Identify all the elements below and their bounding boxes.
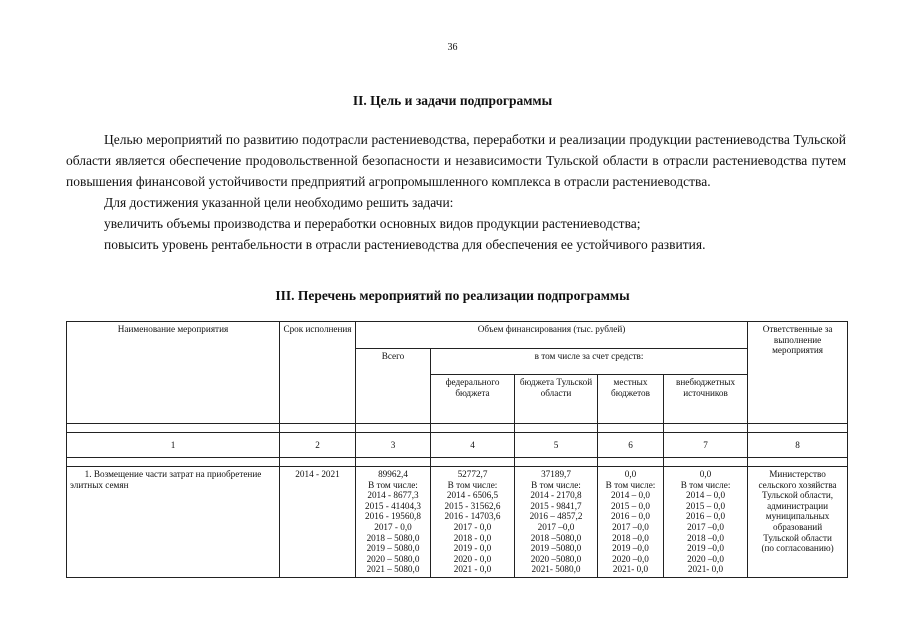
column-number-row [67,433,848,458]
cell-line: 2015 – 0,0 [686,500,726,511]
measure-regional [515,467,598,578]
cell-line: 2020 –5080,0 [530,553,582,564]
cell-line: 2021- 5080,0 [531,564,581,575]
cell-line: 2019 – 5080,0 [366,543,420,554]
measure-total [356,467,431,578]
cell-line: 2019 –5080,0 [530,543,582,554]
column-number: 3 [356,433,431,458]
header-including: в том числе за счет средств: [431,349,748,375]
cell-line: 2017 - 0,0 [453,521,492,532]
header-regional: бюджета Тульской области [515,375,598,424]
measure-name: 1. Возмещение части затрат на приобретение элитных семян [67,467,280,578]
cell-line: (по согласованию) [761,543,834,554]
cell-line: 2020 –0,0 [687,553,724,564]
cell-line: 89962,4 [378,469,408,479]
cell-line: 2017 - 0,0 [374,521,412,532]
cell-line: Министерство [769,469,826,479]
measure-federal [431,467,515,578]
cell-line: В том числе: [605,479,656,490]
cell-line: 2020 – 5080,0 [366,553,420,564]
cell-line: 2018 - 0,0 [453,532,492,543]
cell-line: 2019 –0,0 [612,543,649,554]
column-number: 6 [598,433,664,458]
cell-line: 2015 – 0,0 [610,500,651,511]
cell-line: 2014 – 0,0 [686,490,726,501]
cell-line: 2017 –0,0 [537,521,575,532]
cell-line: 2017 –0,0 [687,521,724,532]
cell-line: 2015 - 31562,6 [444,500,501,511]
cell-line: 2018 –5080,0 [530,532,582,543]
header-federal: федерального бюджета [431,375,515,424]
cell-line: Тульской области [763,532,832,543]
column-number: 4 [431,433,515,458]
cell-line: 2019 - 0,0 [453,543,492,554]
cell-line: В том числе: [531,479,581,490]
cell-line: 2016 - 14703,6 [444,511,501,522]
task-1: увеличить объемы производства и переработки основных видов продукции растениеводства; [104,216,641,231]
cell-line: 2021- 0,0 [612,564,649,575]
cell-line: Тульской области, [762,490,834,501]
cell-line: 2016 – 4857,2 [529,511,583,522]
cell-line: 2021- 0,0 [687,564,724,575]
cell-line: 2019 –0,0 [687,543,724,554]
cell-line: 2014 - 6506,5 [446,490,499,501]
cell-line: 2016 - 19560,8 [365,511,421,522]
column-number: 1 [67,433,280,458]
cell-line: 2018 – 5080,0 [366,532,420,543]
cell-line: 2021 - 0,0 [453,564,492,575]
cell-line: 2017 –0,0 [612,521,649,532]
measure-responsible [748,467,848,578]
cell-line: 2018 –0,0 [687,532,724,543]
header-name: Наименование мероприятия [67,322,280,424]
section-2-body [66,129,846,255]
cell-line: 0,0 [624,469,637,479]
cell-line: администрации [767,500,829,511]
measures-table [66,321,848,578]
cell-line: 2014 - 8677,3 [367,490,419,501]
header-local: местных бюджетов [598,375,664,424]
cell-line: 2020 –0,0 [612,553,649,564]
cell-line: 2016 – 0,0 [610,511,651,522]
column-number: 5 [515,433,598,458]
task-2: повысить уровень рентабельности в отрасли растениеводства для обеспечения ее устойчивого развития. [104,237,706,252]
header-term: Срок исполнения [280,322,356,424]
cell-line: сельского хозяйства [758,479,837,490]
section-2-title: II. Цель и задачи подпрограммы [352,93,553,108]
cell-line: 0,0 [699,469,712,479]
cell-line: 2016 – 0,0 [686,511,726,522]
measure-local [598,467,664,578]
header-funding: Объем финансирования (тыс. рублей) [356,322,748,349]
column-number: 7 [664,433,748,458]
header-offbudget: внебюджетных источников [664,375,748,424]
goal-paragraph: Целью мероприятий по развитию подотрасли растениеводства, переработки и реализации продукции растениеводства Тульской области является обеспечение продовольственной безопасности и независимости Тульской области в отрасли растениеводства путем повышения финансовой устойчивости предприятий агропромышленного комплекса в отрасли растениеводства. [66,132,846,189]
header-total: Всего [356,349,431,424]
section-3-title: III. Перечень мероприятий по реализации подпрограммы [275,288,630,303]
column-number: 8 [748,433,848,458]
measure-term: 2014 - 2021 [280,467,356,578]
cell-line: 2014 - 2170,8 [530,490,582,501]
cell-line: 2015 - 9841,7 [530,500,582,511]
header-responsible: Ответственные за выполнение мероприятия [748,322,848,424]
table-row [67,467,848,578]
column-number: 2 [280,433,356,458]
cell-line: 52772,7 [457,469,488,479]
cell-line: В том числе: [680,479,731,490]
tasks-intro: Для достижения указанной цели необходимо решить задачи: [104,195,454,210]
cell-line: 2020 - 0,0 [453,553,492,564]
cell-line: В том числе: [447,479,498,490]
page-number: 36 [447,42,458,53]
cell-line: 2014 – 0,0 [610,490,651,501]
cell-line: В том числе: [368,479,418,490]
cell-line: муниципальных [765,511,830,522]
cell-line: 2015 - 41404,3 [365,500,421,511]
cell-line: 2018 –0,0 [612,532,649,543]
cell-line: 2021 – 5080,0 [366,564,420,575]
measure-offbudget [664,467,748,578]
cell-line: 37189,7 [541,469,571,479]
cell-line: образований [772,521,823,532]
